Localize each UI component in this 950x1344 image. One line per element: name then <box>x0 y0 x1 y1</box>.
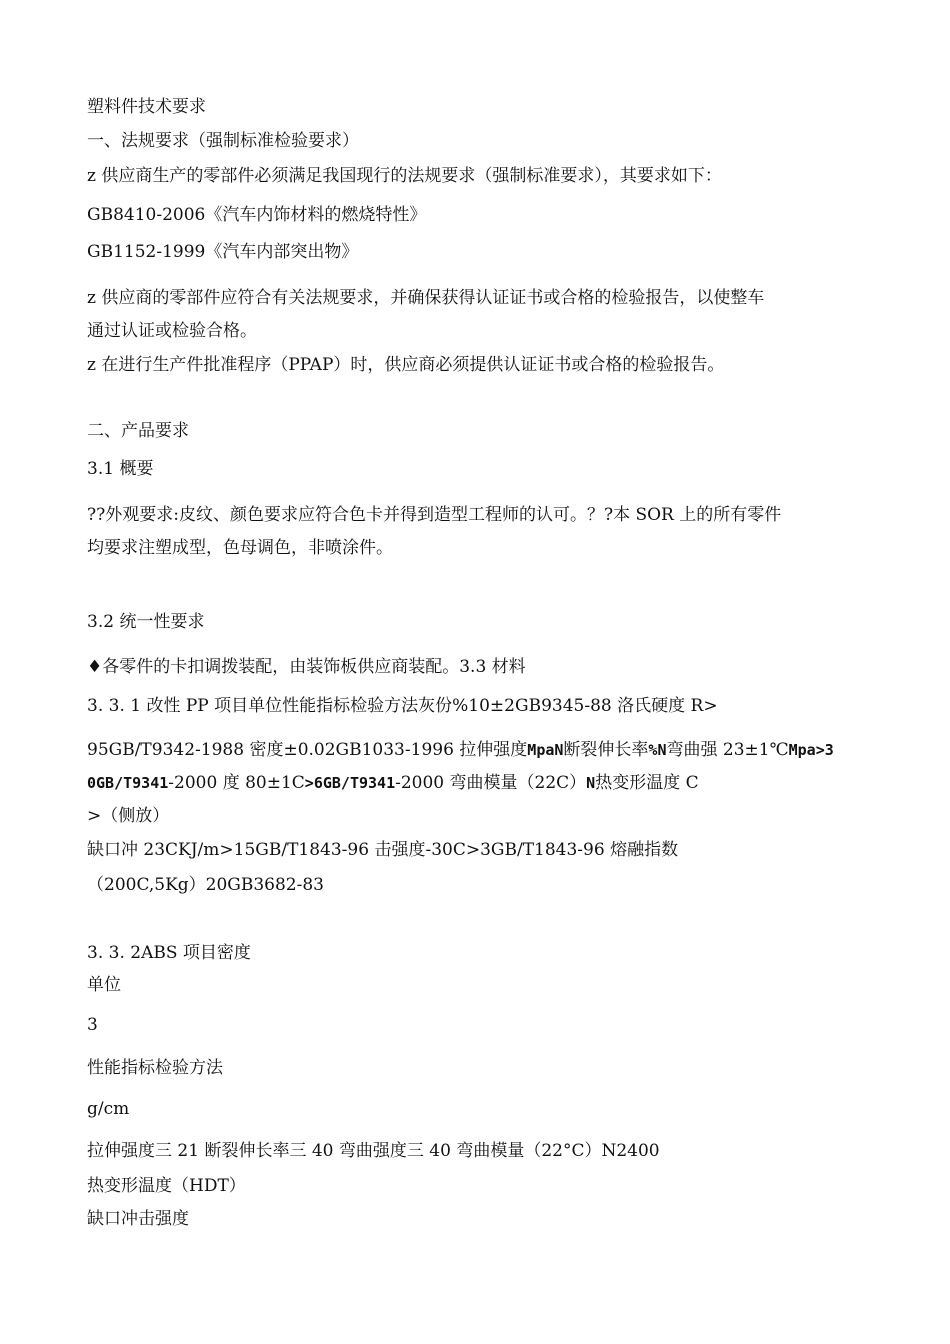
paragraph-line: 单位 <box>87 975 121 995</box>
text-run: MpaN <box>527 741 564 759</box>
text-run: -2000 弯曲模量（22C） <box>395 773 587 793</box>
standard-item: GB8410-2006《汽车内饰材料的燃烧特性》 <box>87 205 427 225</box>
paragraph-line: 3 <box>87 1015 98 1035</box>
document-title: 塑料件技术要求 <box>87 97 206 117</box>
subsection-heading: 3.1 概要 <box>87 459 154 479</box>
subsection-heading: 3. 3. 2ABS 项目密度 <box>87 943 251 963</box>
standard-item: GB1152-1999《汽车内部突出物》 <box>87 242 359 262</box>
paragraph-line: ♦各零件的卡扣调拨装配，由装饰板供应商装配。3.3 材料 <box>87 657 526 677</box>
section2-heading: 二、产品要求 <box>87 421 189 441</box>
paragraph-line: z 供应商的零部件应符合有关法规要求，并确保获得认证证书或合格的检验报告，以使整车 <box>87 288 765 308</box>
text-run: N <box>586 774 596 792</box>
paragraph-line: 缺口冲 23CKJ/m>15GB/T1843-96 击强度-30C>3GB/T1843-96 熔融指数 <box>87 840 679 860</box>
paragraph-line: 热变形温度（HDT） <box>87 1176 246 1196</box>
text-run: 0GB/T9341 <box>87 774 169 792</box>
text-run: -2000 度 80±1C <box>168 773 305 793</box>
paragraph-line: 3. 3. 1 改性 PP 项目单位性能指标检验方法灰份%10±2GB9345-88 洛氏硬度 R> <box>87 696 718 716</box>
paragraph-line: 缺口冲击强度 <box>87 1209 189 1229</box>
text-run: 断裂伸长率 <box>563 740 649 760</box>
paragraph-line <box>87 773 699 793</box>
paragraph-line: 均要求注塑成型，色母调色，非喷涂件。 <box>87 538 393 558</box>
text-run: Mpa>3 <box>788 741 834 759</box>
subsection-heading: 3.2 统一性要求 <box>87 612 205 632</box>
text-run: 热变形温度 C <box>595 773 699 793</box>
section1-intro: z 供应商生产的零部件必须满足我国现行的法规要求（强制标准要求），其要求如下： <box>87 166 722 186</box>
text-run: 弯曲强 23±1℃ <box>666 740 789 760</box>
text-run: %N <box>648 741 667 759</box>
text-run: >6GB/T9341 <box>304 774 396 792</box>
paragraph-line: 通过认证或检验合格。 <box>87 321 257 341</box>
paragraph-line: 性能指标检验方法 <box>87 1058 223 1078</box>
text-run: 95GB/T9342-1988 密度±0.02GB1033-1996 拉伸强度 <box>87 740 528 760</box>
paragraph-line: ??外观要求:皮纹、颜色要求应符合色卡并得到造型工程师的认可。？?本 SOR 上的所有零件 <box>87 505 782 525</box>
paragraph-line <box>87 740 834 760</box>
section1-heading: 一、法规要求（强制标准检验要求） <box>87 131 359 151</box>
paragraph-line: z 在进行生产件批准程序（PPAP）时，供应商必须提供认证证书或合格的检验报告。 <box>87 355 725 375</box>
paragraph-line: >（侧放） <box>87 806 170 826</box>
paragraph-line: g/cm <box>87 1099 130 1119</box>
paragraph-line: 拉伸强度三 21 断裂伸长率三 40 弯曲强度三 40 弯曲模量（22°C）N2400 <box>87 1141 660 1161</box>
paragraph-line: （200C,5Kg）20GB3682-83 <box>87 875 324 895</box>
